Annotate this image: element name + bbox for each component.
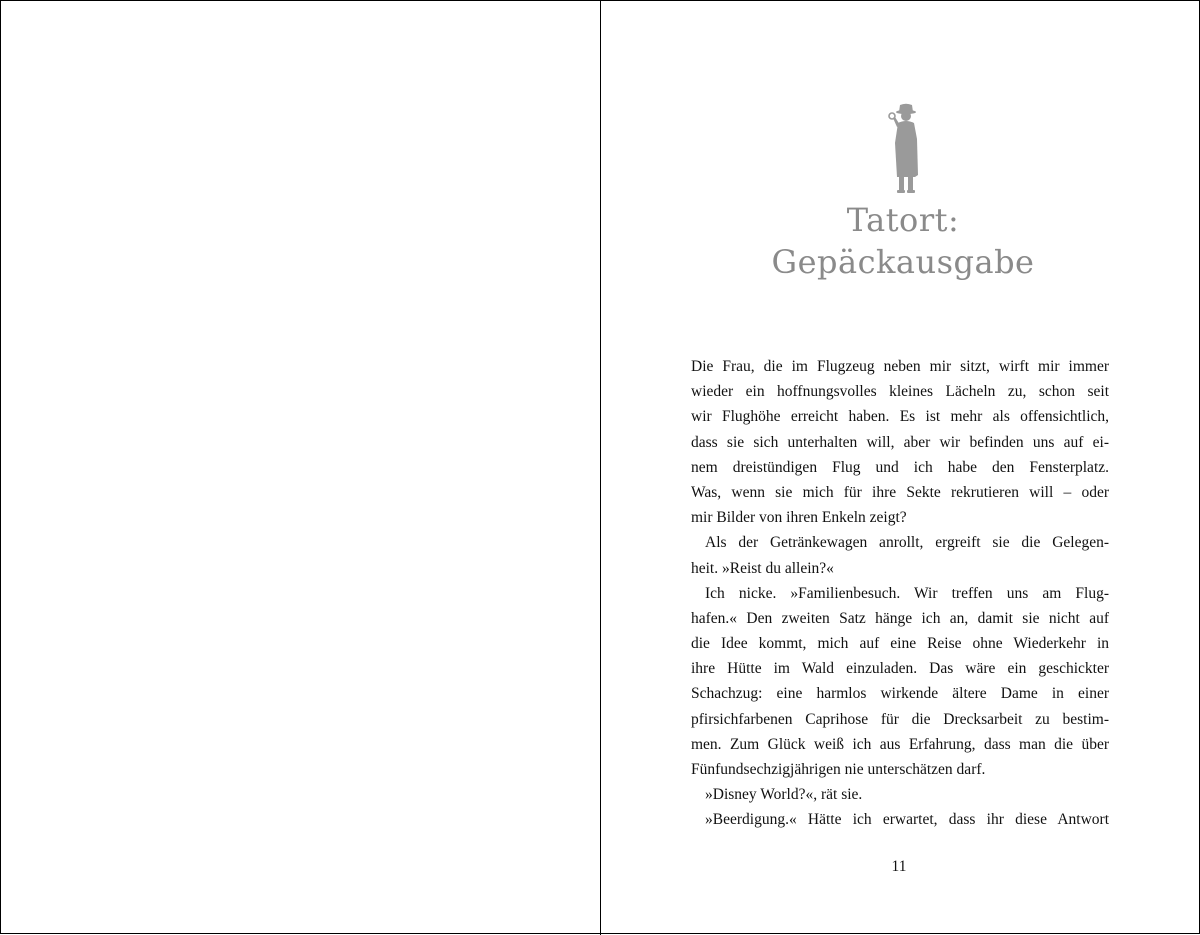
text-line: Was, wenn sie mich für ihre Sekte rekrutieren will – oder <box>691 483 1109 501</box>
text-line: wieder ein hoffnungsvolles kleines Lächeln zu, schon seit <box>691 383 1109 401</box>
text-line: »Beerdigung.« Hätte ich erwartet, dass ihr diese Antwort <box>705 811 1109 829</box>
text-line: hafen.« Den zweiten Satz hänge ich an, damit sie nicht auf <box>691 609 1109 627</box>
text-line: pfirsichfarbenen Caprihose für die Drecksarbeit zu bestim- <box>691 710 1109 728</box>
text-line: Ich nicke. »Familienbesuch. Wir treffen uns am Flug- <box>705 584 1109 602</box>
left-page-blank <box>1 1 601 935</box>
text-line: ihre Hütte im Wald einzuladen. Das wäre ein geschickter <box>691 660 1109 678</box>
text-line: Die Frau, die im Flugzeug neben mir sitzt, wirft mir immer <box>691 358 1109 375</box>
text-line: wir Flughöhe erreicht haben. Es ist mehr als offensichtlich, <box>691 408 1109 426</box>
page-number: 11 <box>891 858 907 875</box>
text-line: nem dreistündigen Flug und ich habe den Fensterplatz. <box>691 458 1109 476</box>
text-line: mir Bilder von ihren Enkeln zeigt? <box>691 509 907 527</box>
right-page <box>601 1 1200 935</box>
chapter-title-line-2: Gepäckausgabe <box>771 243 1035 281</box>
text-line: die Idee kommt, mich auf eine Reise ohne Wiederkehr in <box>691 635 1109 653</box>
text-line: »Disney World?«, rät sie. <box>705 786 863 804</box>
chapter-title-line-1: Tatort: <box>846 201 960 239</box>
text-line: men. Zum Glück weiß ich aus Erfahrung, dass man die über <box>691 735 1109 753</box>
chapter-body-text <box>691 354 1109 833</box>
text-line: Schachzug: eine harmlos wirkende ältere Dame in einer <box>691 685 1109 703</box>
text-line: heit. »Reist du allein?« <box>691 559 834 577</box>
chapter-title <box>601 199 1200 283</box>
detective-silhouette-icon <box>885 103 925 195</box>
text-line: dass sie sich unterhalten will, aber wir befinden uns auf ei- <box>691 433 1109 451</box>
text-line: Als der Getränkewagen anrollt, ergreift sie die Gelegen- <box>705 534 1109 552</box>
text-line: Fünfundsechzigjährigen nie unterschätzen darf. <box>691 761 986 778</box>
